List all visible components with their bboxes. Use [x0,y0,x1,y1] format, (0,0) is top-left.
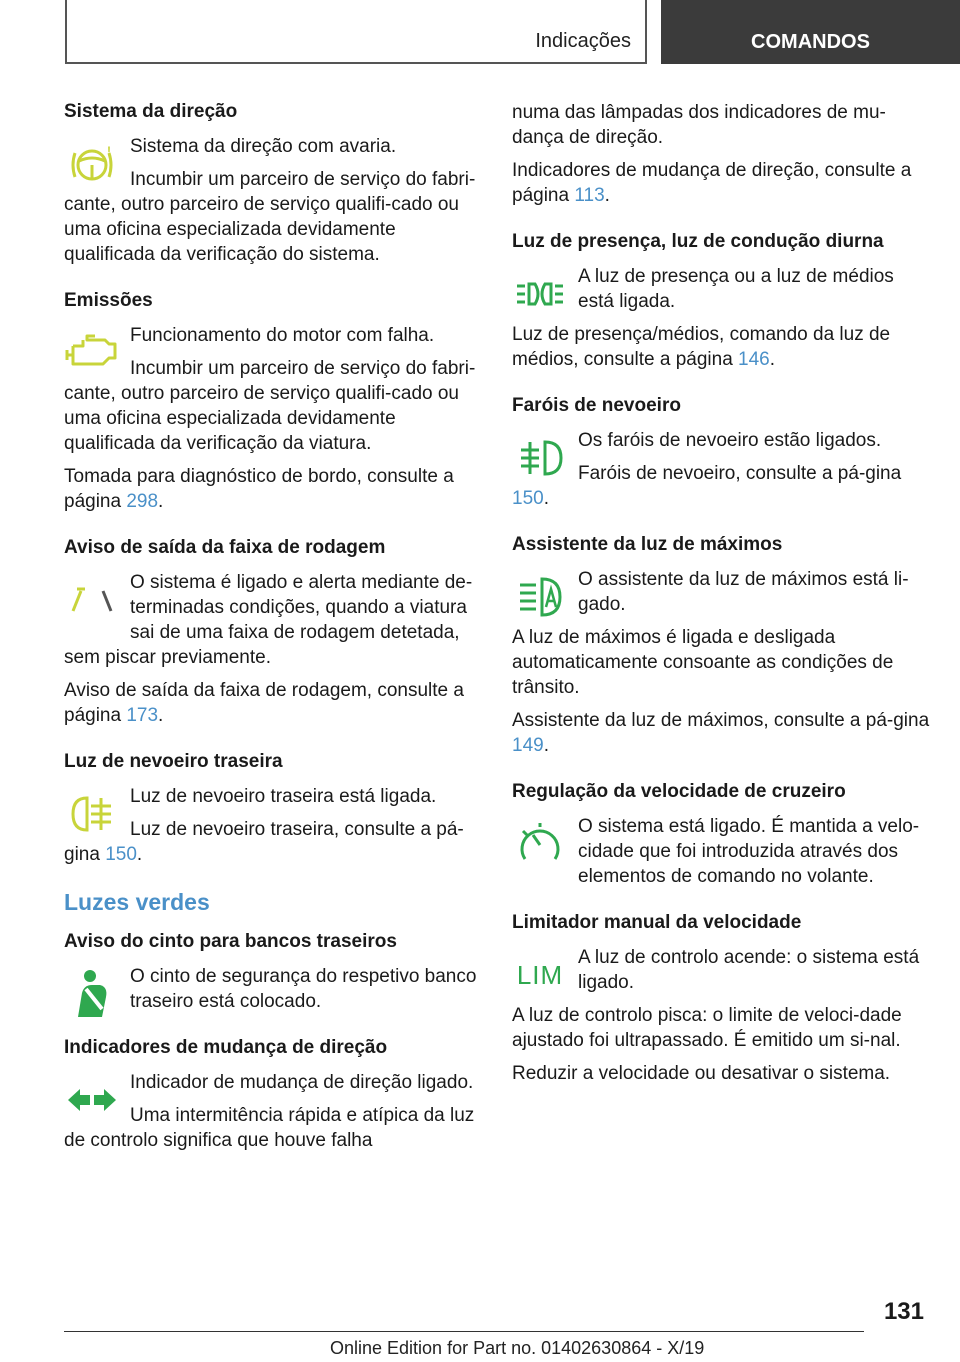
text: Luz de nevoeiro traseira está ligada. [130,786,437,807]
section-turn-signals [64,1036,484,1153]
text: Sistema da direção com avaria. [130,136,397,157]
high-beam-assistant-icon [512,571,568,623]
heading-cruise-control: Regulação da velocidade de cruzeiro [512,781,846,802]
text: Uma intermitência rápida e atípica da luz de controlo significa que houve falha [64,1105,475,1151]
header-frame [65,0,647,64]
section-steering [64,100,484,267]
lane-departure-icon [64,574,120,626]
text: Faróis de nevoeiro, consulte a pá-gina 150. [512,463,902,509]
cruise-control-icon [512,818,568,870]
text: Luz de presença/médios, comando da luz de médios, consulte a página 146. [512,324,891,370]
section-rear-seatbelt [64,930,484,1014]
section-position-light [512,230,930,372]
footer-edition: Online Edition for Part no. 01402630864 - X/19 [330,1338,705,1358]
lim-icon-text: LIM [516,959,564,990]
page-link[interactable]: 298 [126,491,159,512]
page-link[interactable]: 113 [574,185,605,206]
heading-turn-signals: Indicadores de mudança de direção [64,1037,388,1058]
text: Indicador de mudança de direção ligado. [130,1072,474,1093]
steering-wheel-warning-icon [64,138,120,190]
heading-steering: Sistema da direção [64,101,238,122]
text: A luz de controlo acende: o sistema está ligado. [578,947,920,993]
text: A luz de presença ou a luz de médios está ligada. [578,266,894,312]
text: Indicadores de mudança de direção, consulte a página 113. [512,160,912,206]
turn-signal-icon [64,1074,120,1126]
text: numa das lâmpadas dos indicadores de mu-dança de direção. [512,102,886,148]
heading-fog-lights: Faróis de nevoeiro [512,395,681,416]
section-turn-signals-cont [512,100,930,208]
heading-lane-departure: Aviso de saída da faixa de rodagem [64,537,386,558]
text: Os faróis de nevoeiro estão ligados. [578,430,882,451]
speed-limiter-icon [512,949,568,1001]
left-column [64,100,484,1175]
front-fog-light-icon [512,432,568,484]
heading-rear-seatbelt: Aviso do cinto para bancos traseiros [64,931,397,952]
text: Incumbir um parceiro de serviço do fabri-cante, outro parceiro de serviço qualifi-cado ou uma oficina especializada devidamente qualificada da verificação da viatura. [64,358,476,454]
header-section-title: Indicações [535,30,631,52]
section-high-beam-assist [512,533,930,758]
footer-divider [64,1331,864,1332]
header-chapter-tab: COMANDOS [661,0,960,64]
section-speed-limiter [512,911,930,1086]
text: A luz de máximos é ligada e desligada automaticamente consoante as condições de trânsito. [512,627,894,698]
text: O sistema está ligado. É mantida a velo-cidade que foi introduzida através dos elementos de comando no volante. [578,816,920,887]
page-link[interactable]: 149 [512,735,544,756]
section-cruise-control [512,780,930,889]
svg-text:!: ! [107,144,111,158]
text: A luz de controlo pisca: o limite de veloci-dade ajustado foi ultrapassado. É emitido um si-nal. [512,1005,902,1051]
text: Reduzir a velocidade ou desativar o sistema. [512,1063,891,1084]
section-rear-fog [64,750,484,867]
section-fog-lights [512,394,930,511]
right-column [512,100,930,1108]
text: Luz de nevoeiro traseira, consulte a pá-gina 150. [64,819,464,865]
engine-warning-icon [64,327,120,379]
text: Funcionamento do motor com falha. [130,325,435,346]
heading-speed-limiter: Limitador manual da velocidade [512,912,802,933]
seatbelt-icon [64,968,120,1020]
section-emissions [64,289,484,514]
heading-high-beam-assist: Assistente da luz de máximos [512,534,783,555]
parking-light-icon [512,268,568,320]
page-link[interactable]: 173 [126,705,159,726]
text: Assistente da luz de máximos, consulte a pá-gina 149. [512,710,930,756]
rear-fog-light-icon [64,788,120,840]
text: Incumbir um parceiro de serviço do fabri-cante, outro parceiro de serviço qualifi-cado ou uma oficina especializada devidamente qualificada da verificação do sistema. [64,169,476,265]
heading-position-light: Luz de presença, luz de condução diurna [512,231,884,252]
text: O sistema é ligado e alerta mediante de-terminadas condições, quando a viatura sai de uma faixa de rodagem detetada, sem piscar previamente. [64,572,473,668]
page-link[interactable]: 150 [512,488,544,509]
text: Tomada para diagnóstico de bordo, consulte a página 298. [64,466,454,512]
heading-green-lights: Luzes verdes [64,889,210,915]
section-lane-departure [64,536,484,728]
heading-emissions: Emissões [64,290,153,311]
text: O assistente da luz de máximos está li-gado. [578,569,909,615]
heading-rear-fog: Luz de nevoeiro traseira [64,751,283,772]
page-link[interactable]: 150 [105,844,137,865]
page-link[interactable]: 146 [738,349,770,370]
text: O cinto de segurança do respetivo banco traseiro está colocado. [130,966,477,1012]
text: Aviso de saída da faixa de rodagem, consulte a página 173. [64,680,464,726]
page-number: 131 [883,1298,924,1325]
